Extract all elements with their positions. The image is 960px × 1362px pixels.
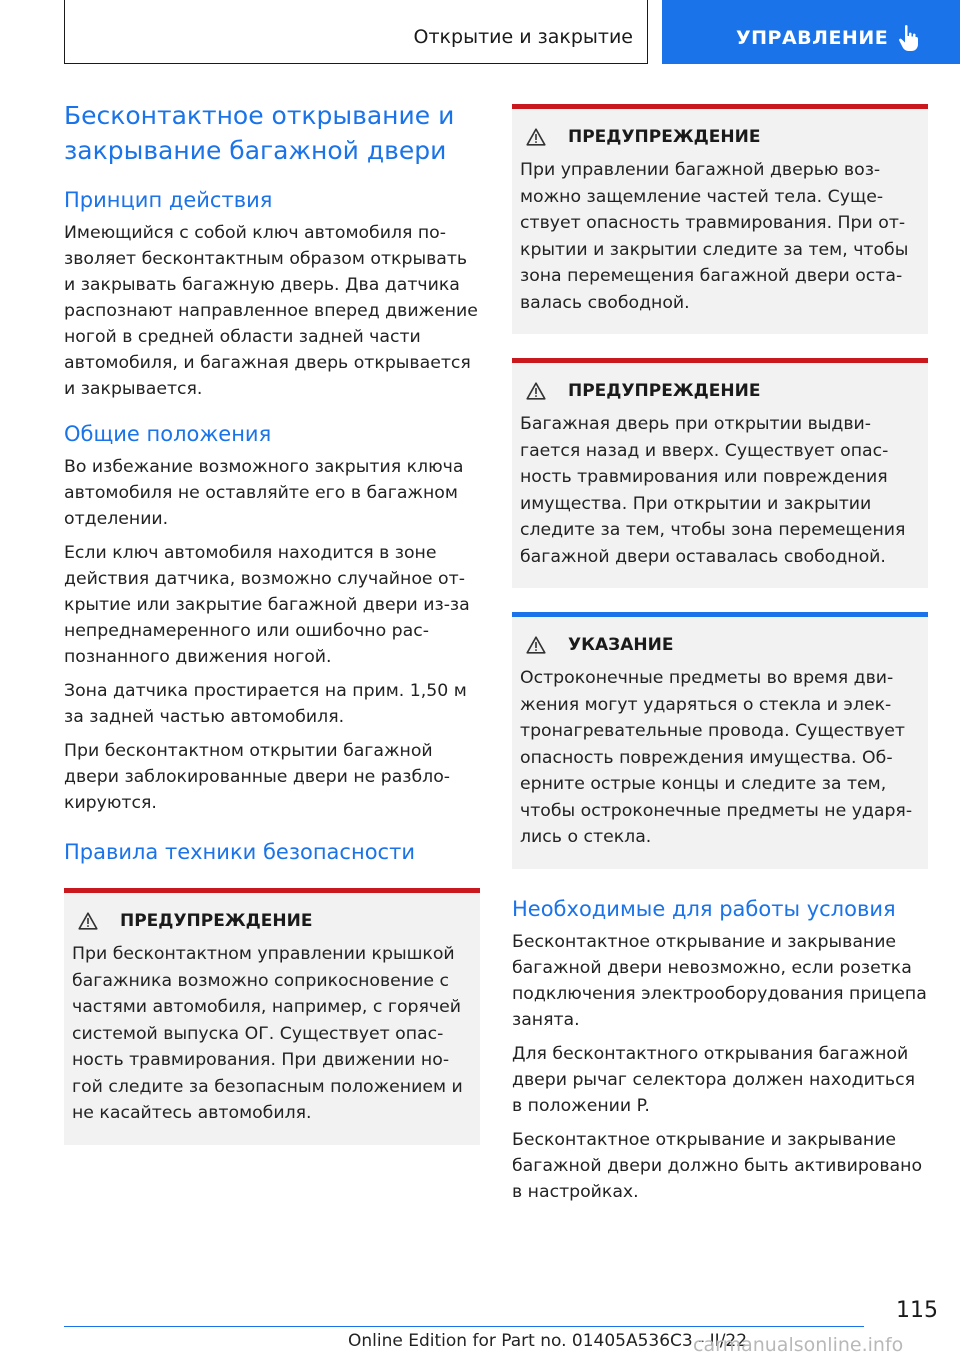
warning-triangle-icon [78, 912, 98, 930]
heading-conditions: Необходимые для работы условия [512, 896, 896, 921]
paragraph: Для бесконтактного открывания багажной двери рычаг селектора должен находиться в положении P. [512, 1043, 915, 1116]
warning-triangle-icon [526, 382, 546, 400]
left-column [64, 98, 480, 1145]
chapter-title: УПРАВЛЕНИЕ [736, 27, 889, 49]
paragraph: Бесконтактное открывание и закрывание багажной двери невозможно, если розетка подключения электрооборудования прицепа занята. [512, 931, 927, 1030]
heading-principle: Принцип действия [64, 188, 273, 212]
warning-text: При бесконтактном управлении крышкой багажника возможно соприкосновение с частями автомобиля, например, с горячей системой выпуска ОГ. Существует опасность травмирования. При движении ногой следите за безопасным положением и не касайтесь автомобиля. [72, 944, 463, 1123]
warning-box [512, 358, 928, 588]
section-title: Открытие и закрытие [413, 26, 633, 48]
paragraph: Бесконтактное открывание и закрывание багажной двери должно быть активировано в настройках. [512, 1129, 923, 1202]
footer-divider [64, 1326, 864, 1327]
heading-safety: Правила техники безопасности [64, 840, 415, 864]
paragraph: Во избежание возможного закрытия ключа автомобиля не оставляйте его в багажном отделении. [64, 457, 464, 529]
warning-box [64, 888, 480, 1145]
warning-text: При управлении багажной дверью возможно защемление частей тела. Существует опасность травмирования. При открытии и закрытии следите за тем, чтобы зона перемещения багажной двери оставалась свободной. [520, 160, 909, 313]
hand-pointer-icon [898, 24, 920, 56]
paragraph: При бесконтактном открытии багажной двери заблокированные двери не разблокируются. [64, 741, 451, 813]
paragraph: Имеющийся с собой ключ автомобиля позволяет бесконтактным образом открывать и закрывать багажную дверь. Два датчика распознают направленное вперед движение ногой в средней области задней части автомобиля, и багажная дверь открывается и закрывается. [64, 223, 478, 399]
warning-triangle-icon [526, 636, 546, 654]
warning-title: ПРЕДУПРЕЖДЕНИЕ [120, 911, 313, 931]
page-number: 115 [896, 1298, 938, 1323]
right-column [512, 104, 928, 1213]
note-box [512, 612, 928, 869]
warning-title: ПРЕДУПРЕЖДЕНИЕ [568, 381, 761, 401]
warning-box [512, 104, 928, 334]
heading-general: Общие положения [64, 422, 272, 446]
header-section-box [64, 0, 648, 64]
header-chapter-box [662, 0, 960, 64]
warning-text: Багажная дверь при открытии выдвигается назад и вверх. Существует опасность травмирования или повреждения имущества. При открытии и закрытии следите за тем, чтобы зона перемещения багажной двери оставалась свободной. [520, 414, 906, 567]
edition-text: Online Edition for Part no. 01405A536C3 - II/22 [348, 1331, 748, 1351]
note-title: УКАЗАНИЕ [568, 635, 674, 655]
page-title: Бесконтактное открывание и закрывание багажной двери [64, 101, 455, 165]
paragraph: Зона датчика простирается на прим. 1,50 м за задней частью автомобиля. [64, 681, 467, 727]
warning-triangle-icon [526, 128, 546, 146]
note-text: Остроконечные предметы во время движения могут ударяться о стекла и электронагревательные провода. Существует опасность повреждения имущества. Оберните острые концы и следите за тем, чтобы остроконечные предметы не ударялись о стекла. [520, 668, 913, 847]
warning-title: ПРЕДУПРЕЖДЕНИЕ [568, 127, 761, 147]
paragraph: Если ключ автомобиля находится в зоне действия датчика, возможно случайное открытие или закрытие багажной двери из-за непреднамеренного или ошибочно распознанного движения ногой. [64, 543, 470, 667]
watermark: carmanualsonline.info [693, 1334, 904, 1356]
